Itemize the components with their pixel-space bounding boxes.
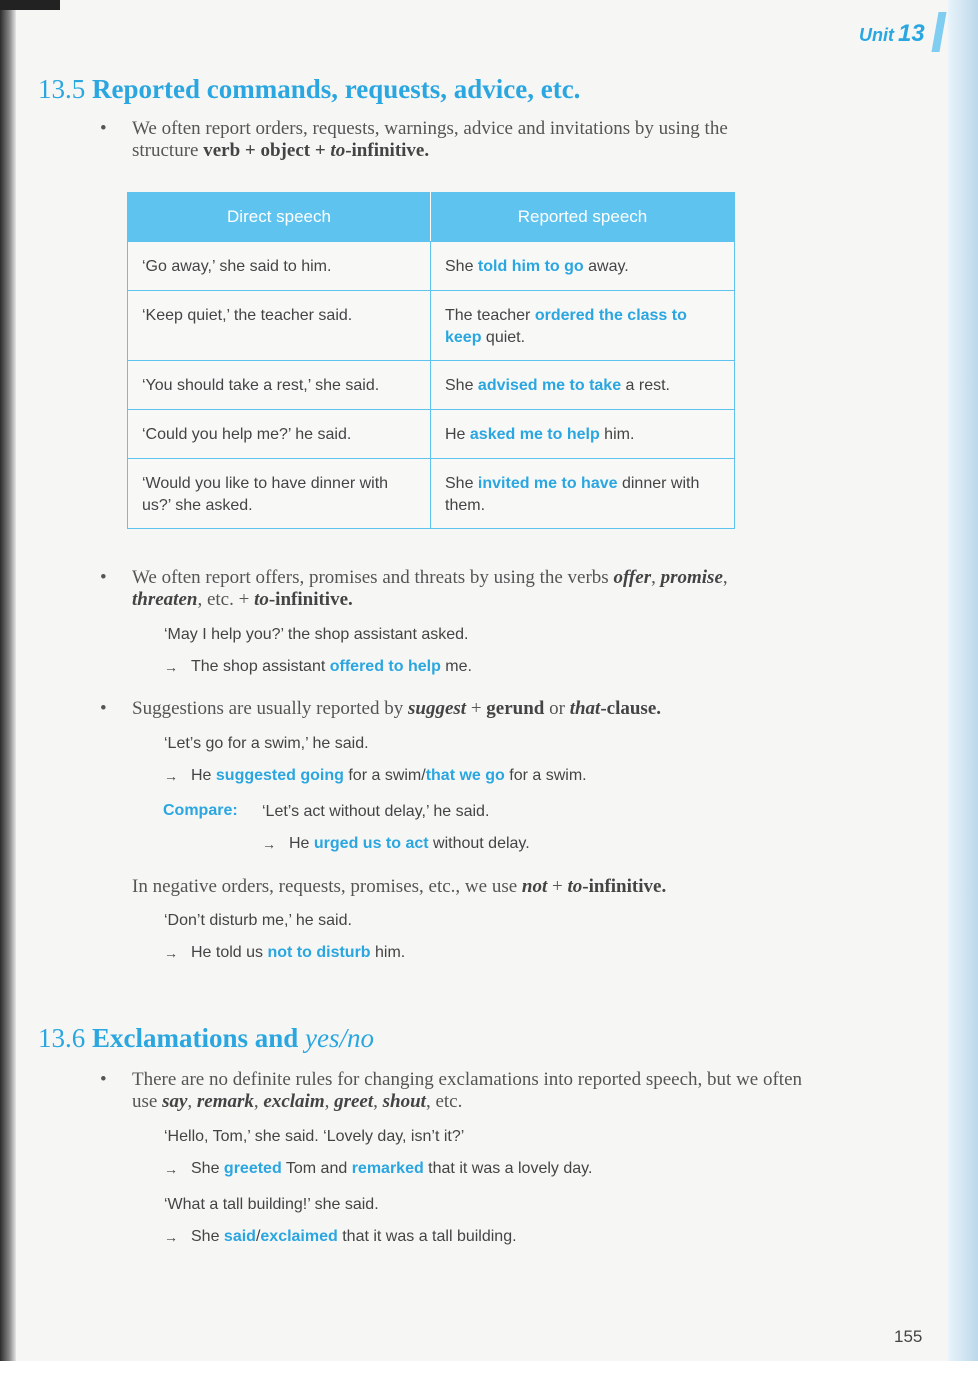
section-title-italic: yes/no	[305, 1023, 375, 1053]
text: He told us	[191, 944, 268, 961]
example-reported	[191, 767, 587, 785]
highlight-text: greeted	[223, 1160, 282, 1177]
text: quiet.	[481, 329, 526, 346]
text: him.	[370, 944, 406, 961]
column-header-reported: Reported speech	[431, 193, 735, 242]
example-reported	[289, 835, 530, 853]
highlight-text: advised me to take	[477, 377, 622, 394]
column-header-direct: Direct speech	[128, 193, 431, 242]
page-edge-tab	[948, 0, 978, 1383]
example-quote: ‘Hello, Tom,’ she said. ‘Lovely day, isn’t it?’	[164, 1128, 465, 1145]
example-reported	[191, 1228, 517, 1246]
direct-cell: ‘Could you help me?’ he said.	[128, 410, 431, 459]
section-number: 13.5	[38, 74, 86, 104]
unit-number: 13	[898, 20, 925, 47]
direct-cell: ‘Keep quiet,’ the teacher said.	[128, 291, 431, 361]
highlight-text: told him to go	[477, 258, 584, 275]
page-bottom-margin	[0, 1361, 978, 1383]
bold-text: -infinitive.	[582, 876, 667, 897]
highlight-text: that we go	[425, 767, 505, 784]
arrow-icon: →	[164, 659, 178, 675]
text: The teacher	[445, 307, 535, 324]
highlight-text: not to disturb	[267, 944, 371, 961]
bullet-icon: •	[100, 698, 107, 719]
italic-text: suggest	[407, 698, 467, 719]
italic-text: threaten	[132, 589, 198, 610]
italic-text: remark	[196, 1091, 254, 1112]
reported-cell	[431, 361, 735, 410]
text: that it was a lovely day.	[423, 1160, 593, 1177]
example-quote: ‘May I help you?’ the shop assistant asked.	[164, 626, 469, 643]
italic-text: to	[330, 140, 346, 161]
highlight-text: suggested going	[215, 767, 344, 784]
arrow-icon: →	[262, 836, 276, 852]
section-title: Reported commands, requests, advice, etc.	[92, 74, 581, 104]
italic-text: shout	[382, 1091, 426, 1112]
text: ,	[373, 1091, 383, 1112]
text: for a swim/	[343, 767, 426, 784]
highlight-text: remarked	[351, 1160, 424, 1177]
italic-text: say	[162, 1091, 188, 1112]
table-row	[128, 459, 735, 529]
reported-cell	[431, 459, 735, 529]
reported-cell	[431, 291, 735, 361]
section-title: Exclamations and	[92, 1023, 306, 1053]
text: for a swim.	[504, 767, 587, 784]
table-row	[128, 410, 735, 459]
example-reported	[191, 658, 472, 676]
text: dinner with them.	[445, 475, 700, 514]
text: Tom and	[281, 1160, 352, 1177]
text: ,	[722, 567, 728, 588]
italic-text: to	[254, 589, 269, 610]
italic-text: promise	[660, 567, 723, 588]
bullet-icon: •	[100, 118, 107, 139]
bullet-icon: •	[100, 1069, 107, 1090]
text: She	[445, 377, 478, 394]
text: Suggestions are usually reported by	[132, 698, 408, 719]
text: a rest.	[621, 377, 670, 394]
highlight-text: exclaimed	[260, 1228, 338, 1245]
text: me.	[440, 658, 472, 675]
section-number: 13.6	[38, 1023, 86, 1053]
unit-word: Unit	[859, 25, 894, 45]
table-row	[128, 291, 735, 361]
text: that it was a tall building.	[337, 1228, 517, 1245]
text: She	[191, 1160, 224, 1177]
text: him.	[599, 426, 635, 443]
text: ,	[253, 1091, 264, 1112]
text: ,	[651, 567, 661, 588]
bullet-text	[132, 698, 792, 720]
highlight-text: ordered the class to keep	[445, 307, 687, 346]
text: There are no definite rules for changing exclamations into reported speech, but we often use	[132, 1069, 803, 1112]
italic-text: that	[569, 698, 601, 719]
text: He	[289, 835, 314, 852]
direct-cell: ‘Would you like to have dinner with us?’ she asked.	[128, 459, 431, 529]
bold-text: -infinitive.	[345, 140, 430, 161]
table-row	[128, 242, 735, 291]
speech-table	[127, 192, 735, 529]
bold-text: -clause.	[600, 698, 661, 719]
text: or	[544, 698, 570, 719]
text: without delay.	[428, 835, 530, 852]
table-row	[128, 361, 735, 410]
section-heading-13-6	[38, 1023, 374, 1054]
example-quote: ‘Let’s go for a swim,’ he said.	[164, 735, 369, 752]
text: +	[547, 876, 568, 897]
italic-text: offer	[613, 567, 652, 588]
section-heading-13-5	[38, 74, 580, 105]
text: He	[445, 426, 470, 443]
bold-text: -infinitive.	[268, 589, 353, 610]
reported-cell	[431, 410, 735, 459]
text: The shop assistant	[191, 658, 330, 675]
text: She	[445, 258, 478, 275]
unit-label	[859, 20, 925, 48]
page-number: 155	[894, 1327, 923, 1346]
arrow-icon: →	[164, 1229, 178, 1245]
text: ,	[187, 1091, 197, 1112]
highlight-text: invited me to have	[477, 475, 618, 492]
bullet-text	[132, 1069, 812, 1113]
bullet-text	[132, 118, 792, 162]
direct-cell: ‘Go away,’ she said to him.	[128, 242, 431, 291]
arrow-icon: →	[164, 768, 178, 784]
text: He	[191, 767, 216, 784]
spine-top-edge	[0, 0, 60, 10]
text: She	[191, 1228, 224, 1245]
arrow-icon: →	[164, 1161, 178, 1177]
highlight-text: asked me to help	[469, 426, 600, 443]
text: We often report offers, promises and threats by using the verbs	[132, 567, 614, 588]
highlight-text: said	[223, 1228, 256, 1245]
example-quote: ‘What a tall building!’ she said.	[164, 1196, 379, 1213]
text: ,	[324, 1091, 335, 1112]
paragraph-text	[132, 876, 832, 898]
italic-text: exclaim	[263, 1091, 325, 1112]
example-reported	[191, 1160, 592, 1178]
text: /	[255, 1228, 261, 1245]
direct-cell: ‘You should take a rest,’ she said.	[128, 361, 431, 410]
compare-label: Compare:	[163, 802, 238, 819]
italic-text: greet	[334, 1091, 374, 1112]
text: , etc.	[425, 1091, 463, 1112]
text: We often report orders, requests, warnings, advice and invitations by using the structure	[132, 118, 728, 161]
unit-stripe-icon	[931, 12, 946, 52]
reported-cell	[431, 242, 735, 291]
table-header-row	[128, 193, 735, 242]
highlight-text: offered to help	[329, 658, 441, 675]
text: away.	[583, 258, 629, 275]
example-quote: ‘Don’t disturb me,’ he said.	[164, 912, 352, 929]
bullet-icon: •	[100, 567, 107, 588]
text: She	[445, 475, 478, 492]
highlight-text: urged us to act	[313, 835, 429, 852]
bold-text: gerund	[486, 698, 545, 719]
italic-text: to	[567, 876, 583, 897]
bullet-text	[132, 567, 792, 611]
text: In negative orders, requests, promises, etc., we use	[132, 876, 522, 897]
arrow-icon: →	[164, 945, 178, 961]
text: +	[466, 698, 487, 719]
example-quote: ‘Let’s act without delay,’ he said.	[262, 803, 490, 820]
book-spine-shadow	[0, 0, 16, 1383]
text: , etc. +	[197, 589, 255, 610]
example-reported	[191, 944, 405, 962]
italic-text: not	[521, 876, 548, 897]
bold-text: verb + object +	[203, 140, 331, 161]
